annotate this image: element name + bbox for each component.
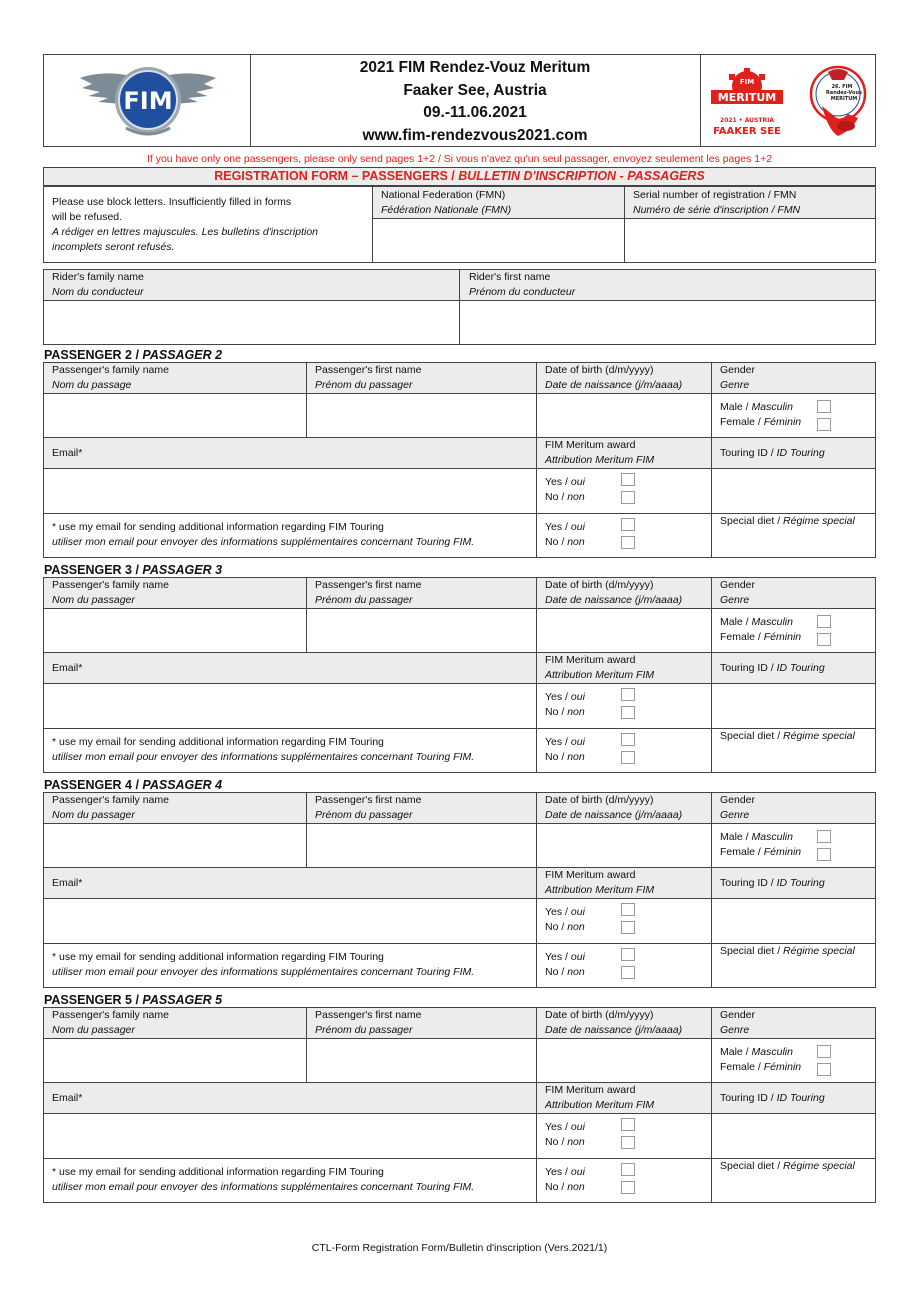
female-checkbox[interactable] [817,1063,831,1076]
fmn-input[interactable] [373,219,624,262]
rider-family-label-fr: Nom du conducteur [52,286,144,298]
diet-label-en: Special diet / [720,1160,784,1172]
consent-text-fr: utiliser mon email pour envoyer des informations supplémentaires concernant Touring FIM. [52,751,475,763]
email-label: Email* [52,662,83,674]
award-label-en: FIM Meritum award [545,654,636,666]
diet-label-en: Special diet / [720,515,784,527]
award-no-label [545,1135,585,1150]
award-yes-label [545,1120,585,1135]
passenger-title-fr: PASSAGER 2 [142,348,223,362]
female-label-en: Female / [720,1061,764,1073]
award-no-checkbox[interactable] [621,1136,635,1149]
female-label-fr: Féminin [763,1061,802,1073]
consent-no-label [545,535,585,550]
award-label-en: FIM Meritum award [545,1084,636,1096]
event-name: 2021 FIM Rendez-Vouz Meritum [359,59,591,76]
rider-first-label-en: Rider's first name [469,271,551,283]
male-label [720,830,793,845]
touring-label [720,1091,825,1106]
special-diet-input[interactable] [712,1174,875,1202]
gender-label-fr: Genre [720,1024,750,1036]
touring-label [720,876,825,891]
award-no-en: No / [545,921,568,933]
male-label-en: Male / [720,1046,752,1058]
consent-yes-label [545,520,585,535]
family-name-input[interactable] [44,824,306,867]
vline [536,577,537,773]
notice-text: If you have only one passengers, please only send pages 1+2 / Si vous n'avez qu'un seul passager, envoyez seulement les pages 1+2 [146,153,773,165]
form-title-en: REGISTRATION FORM – PASSENGERS / [214,169,459,183]
consent-yes-en: Yes / [545,1166,571,1178]
serial-label-fr: Numéro de série d'inscription / FMN [633,204,801,216]
touring-label-fr: ID Touring [776,1092,825,1104]
first-label-fr: Prénom du passager [315,809,413,821]
consent-text-en: * use my email for sending additional information regarding FIM Touring [52,521,384,533]
male-checkbox[interactable] [817,830,831,843]
meritum-logo-line3: 2021 • AUSTRIA [720,117,774,124]
rendezvous-logo-line3: MERITUM [830,96,858,102]
event-website: www.fim-rendezvous2021.com [362,126,588,144]
meritum-logo [709,66,785,138]
award-label-fr: Attribution Meritum FIM [545,884,655,896]
award-label-fr: Attribution Meritum FIM [545,669,655,681]
passenger-title-fr: PASSAGER 5 [142,993,223,1007]
family-label-fr: Nom du passager [52,809,135,821]
dob-label-en: Date of birth (d/m/yyyy) [545,579,654,591]
consent-yes-checkbox[interactable] [621,518,635,531]
consent-no-fr: non [567,1181,585,1193]
instruction-en-2: will be refused. [52,211,123,223]
award-no-fr: non [567,921,585,933]
dob-input[interactable] [537,394,711,437]
special-diet-input[interactable] [712,744,875,772]
consent-text-fr: utiliser mon email pour envoyer des informations supplémentaires concernant Touring FIM. [52,966,475,978]
award-yes-en: Yes / [545,476,571,488]
consent-yes-label [545,735,585,750]
dob-input[interactable] [537,1039,711,1082]
award-yes-fr: oui [570,476,585,488]
meritum-logo-line1: FIM [739,78,755,86]
male-label-fr: Masculin [751,616,793,628]
male-label-en: Male / [720,616,752,628]
family-name-input[interactable] [44,609,306,652]
hline [43,1082,876,1083]
consent-text-en: * use my email for sending additional information regarding FIM Touring [52,951,384,963]
touring-id-input[interactable] [712,1114,875,1158]
consent-yes-en: Yes / [545,951,571,963]
vline [536,792,537,988]
fmn-label-fr: Fédération Nationale (FMN) [381,204,512,216]
touring-label-en: Touring ID / [720,877,777,889]
consent-yes-label [545,950,585,965]
touring-label-en: Touring ID / [720,662,777,674]
award-no-fr: non [567,1136,585,1148]
touring-id-input[interactable] [712,469,875,513]
male-label-fr: Masculin [751,1046,793,1058]
award-yes-label [545,905,585,920]
consent-yes-fr: oui [570,1166,585,1178]
female-checkbox[interactable] [817,418,831,431]
touring-label-fr: ID Touring [776,877,825,889]
rendezvous-logo [808,60,868,142]
diet-label-en: Special diet / [720,945,784,957]
diet-label [720,944,855,959]
passenger-title [44,563,222,578]
award-label-fr: Attribution Meritum FIM [545,1099,655,1111]
meritum-logo-line4: FAAKER SEE [713,126,781,137]
consent-yes-label [545,1165,585,1180]
consent-no-checkbox[interactable] [621,1181,635,1194]
female-label-fr: Féminin [763,631,802,643]
consent-yes-en: Yes / [545,521,571,533]
passenger-title-en: PASSENGER 4 / [44,778,143,792]
consent-text-en: * use my email for sending additional information regarding FIM Touring [52,1166,384,1178]
male-label-en: Male / [720,831,752,843]
footer-text: CTL-Form Registration Form/Bulletin d'inscription (Vers.2021/1) [311,1242,608,1254]
consent-yes-checkbox[interactable] [621,733,635,746]
touring-id-input[interactable] [712,684,875,728]
consent-no-en: No / [545,536,568,548]
consent-no-en: No / [545,1181,568,1193]
consent-yes-fr: oui [570,951,585,963]
email-input[interactable] [44,1114,536,1158]
female-label-fr: Féminin [763,846,802,858]
consent-no-checkbox[interactable] [621,751,635,764]
family-name-input[interactable] [44,394,306,437]
hline [43,652,876,653]
header-divider-right [700,54,701,147]
touring-label-fr: ID Touring [776,662,825,674]
award-no-label [545,920,585,935]
diet-label-fr: Régime special [783,945,855,957]
form-title-fr: BULLETIN D'INSCRIPTION - PASSAGERS [458,169,705,183]
dob-label-en: Date of birth (d/m/yyyy) [545,794,654,806]
touring-label-en: Touring ID / [720,1092,777,1104]
event-location: Faaker See, Austria [403,81,547,99]
hline [43,867,876,868]
consent-yes-checkbox[interactable] [621,948,635,961]
male-label [720,615,793,630]
family-label-fr: Nom du passager [52,594,135,606]
first-label-en: Passenger's first name [315,1009,422,1021]
female-label [720,845,801,860]
gender-label-fr: Genre [720,594,750,606]
first-name-input[interactable] [307,609,536,652]
award-yes-fr: oui [570,691,585,703]
gender-label-en: Gender [720,794,756,806]
dob-label-fr: Date de naissance (j/m/aaaa) [545,379,683,391]
first-name-input[interactable] [307,394,536,437]
award-label-en: FIM Meritum award [545,869,636,881]
male-checkbox[interactable] [817,615,831,628]
passenger-title [44,778,222,793]
form-title-bar [43,167,876,186]
dob-label-en: Date of birth (d/m/yyyy) [545,364,654,376]
dob-label-fr: Date de naissance (j/m/aaaa) [545,1024,683,1036]
family-label-fr: Nom du passage [52,379,132,391]
female-label-fr: Féminin [763,416,802,428]
female-label-en: Female / [720,846,764,858]
diet-label-fr: Régime special [783,1160,855,1172]
passenger-title-en: PASSENGER 3 / [44,563,143,577]
diet-label [720,1159,855,1174]
consent-no-fr: non [567,966,585,978]
hline [43,437,876,438]
rider-family-input[interactable] [44,301,459,344]
touring-label [720,661,825,676]
touring-label [720,446,825,461]
rendezvous-logo-line1: 26. FIM [831,84,853,90]
consent-no-fr: non [567,751,585,763]
female-label [720,1060,801,1075]
gender-label-en: Gender [720,579,756,591]
email-label: Email* [52,1092,83,1104]
passenger-title-en: PASSENGER 5 / [44,993,143,1007]
vline [536,1007,537,1203]
award-yes-checkbox[interactable] [621,1118,635,1131]
award-no-checkbox[interactable] [621,921,635,934]
award-yes-checkbox[interactable] [621,903,635,916]
instruction-en-1: Please use block letters. Insufficiently filled in forms [52,196,292,208]
special-diet-input[interactable] [712,529,875,557]
award-no-fr: non [567,706,585,718]
female-checkbox[interactable] [817,633,831,646]
gender-label-fr: Genre [720,379,750,391]
event-dates: 09.-11.06.2021 [423,104,527,121]
passenger-title-fr: PASSAGER 4 [142,778,223,792]
female-label-en: Female / [720,416,764,428]
dob-label-fr: Date de naissance (j/m/aaaa) [545,809,683,821]
email-input[interactable] [44,684,536,728]
diet-label [720,729,855,744]
vline [536,362,537,558]
passenger-title-fr: PASSAGER 3 [142,563,223,577]
email-label: Email* [52,877,83,889]
email-input[interactable] [44,899,536,943]
fmn-label-en: National Federation (FMN) [381,189,506,201]
diet-label [720,514,855,529]
dob-label-fr: Date de naissance (j/m/aaaa) [545,594,683,606]
email-input[interactable] [44,469,536,513]
instruction-fr-2: incomplets seront refusés. [52,241,175,253]
dob-label-en: Date of birth (d/m/yyyy) [545,1009,654,1021]
consent-yes-fr: oui [570,736,585,748]
diet-label-fr: Régime special [783,515,855,527]
award-yes-label [545,475,585,490]
diet-label-fr: Régime special [783,730,855,742]
email-label: Email* [52,447,83,459]
gender-label-en: Gender [720,364,756,376]
award-yes-en: Yes / [545,1121,571,1133]
award-yes-en: Yes / [545,906,571,918]
consent-no-checkbox[interactable] [621,966,635,979]
consent-no-checkbox[interactable] [621,536,635,549]
first-label-fr: Prénom du passager [315,379,413,391]
dob-input[interactable] [537,824,711,867]
consent-no-label [545,1180,585,1195]
gender-label-en: Gender [720,1009,756,1021]
serial-input[interactable] [625,219,875,262]
award-yes-fr: oui [570,906,585,918]
fim-logo [78,62,218,138]
rider-first-input[interactable] [460,301,875,344]
male-label [720,400,793,415]
dob-input[interactable] [537,609,711,652]
male-label-fr: Masculin [751,831,793,843]
consent-no-label [545,750,585,765]
touring-label-fr: ID Touring [776,447,825,459]
first-label-fr: Prénom du passager [315,594,413,606]
family-label-en: Passenger's family name [52,1009,169,1021]
consent-no-label [545,965,585,980]
first-label-fr: Prénom du passager [315,1024,413,1036]
award-no-checkbox[interactable] [621,706,635,719]
female-label [720,415,801,430]
family-label-en: Passenger's family name [52,579,169,591]
male-label-fr: Masculin [751,401,793,413]
family-label-fr: Nom du passager [52,1024,135,1036]
award-yes-label [545,690,585,705]
consent-text-en: * use my email for sending additional information regarding FIM Touring [52,736,384,748]
passenger-title [44,993,222,1008]
consent-no-en: No / [545,966,568,978]
award-no-en: No / [545,706,568,718]
male-checkbox[interactable] [817,400,831,413]
award-label-fr: Attribution Meritum FIM [545,454,655,466]
passenger-title-en: PASSENGER 2 / [44,348,143,362]
female-checkbox[interactable] [817,848,831,861]
passenger-title [44,348,222,363]
first-label-en: Passenger's first name [315,794,422,806]
first-name-input[interactable] [307,1039,536,1082]
award-no-label [545,705,585,720]
male-label [720,1045,793,1060]
award-no-checkbox[interactable] [621,491,635,504]
consent-yes-checkbox[interactable] [621,1163,635,1176]
consent-no-fr: non [567,536,585,548]
first-name-input[interactable] [307,824,536,867]
touring-id-input[interactable] [712,899,875,943]
award-no-fr: non [567,491,585,503]
award-no-label [545,490,585,505]
rider-family-label-en: Rider's family name [52,271,144,283]
award-yes-checkbox[interactable] [621,473,635,486]
award-no-en: No / [545,491,568,503]
touring-label-en: Touring ID / [720,447,777,459]
award-yes-en: Yes / [545,691,571,703]
female-label-en: Female / [720,631,764,643]
male-checkbox[interactable] [817,1045,831,1058]
event-title [250,57,700,147]
rendezvous-logo-line2: Rendez-Vous [826,90,862,96]
family-label-en: Passenger's family name [52,794,169,806]
serial-label-en: Serial number of registration / FMN [633,189,797,201]
meritum-logo-line2: MERITUM [717,91,777,104]
male-label-en: Male / [720,401,752,413]
consent-text-fr: utiliser mon email pour envoyer des informations supplémentaires concernant Touring FIM. [52,1181,475,1193]
family-label-en: Passenger's family name [52,364,169,376]
first-label-en: Passenger's first name [315,364,422,376]
award-yes-checkbox[interactable] [621,688,635,701]
consent-yes-en: Yes / [545,736,571,748]
rider-first-label-fr: Prénom du conducteur [469,286,576,298]
award-yes-fr: oui [570,1121,585,1133]
consent-no-en: No / [545,751,568,763]
first-label-en: Passenger's first name [315,579,422,591]
diet-label-en: Special diet / [720,730,784,742]
consent-yes-fr: oui [570,521,585,533]
female-label [720,630,801,645]
award-no-en: No / [545,1136,568,1148]
consent-text-fr: utiliser mon email pour envoyer des informations supplémentaires concernant Touring FIM. [52,536,475,548]
special-diet-input[interactable] [712,959,875,987]
gender-label-fr: Genre [720,809,750,821]
award-label-en: FIM Meritum award [545,439,636,451]
instruction-fr-1: A rédiger en lettres majuscules. Les bulletins d'inscription [52,226,318,238]
fim-logo-text: FIM [123,87,173,115]
family-name-input[interactable] [44,1039,306,1082]
